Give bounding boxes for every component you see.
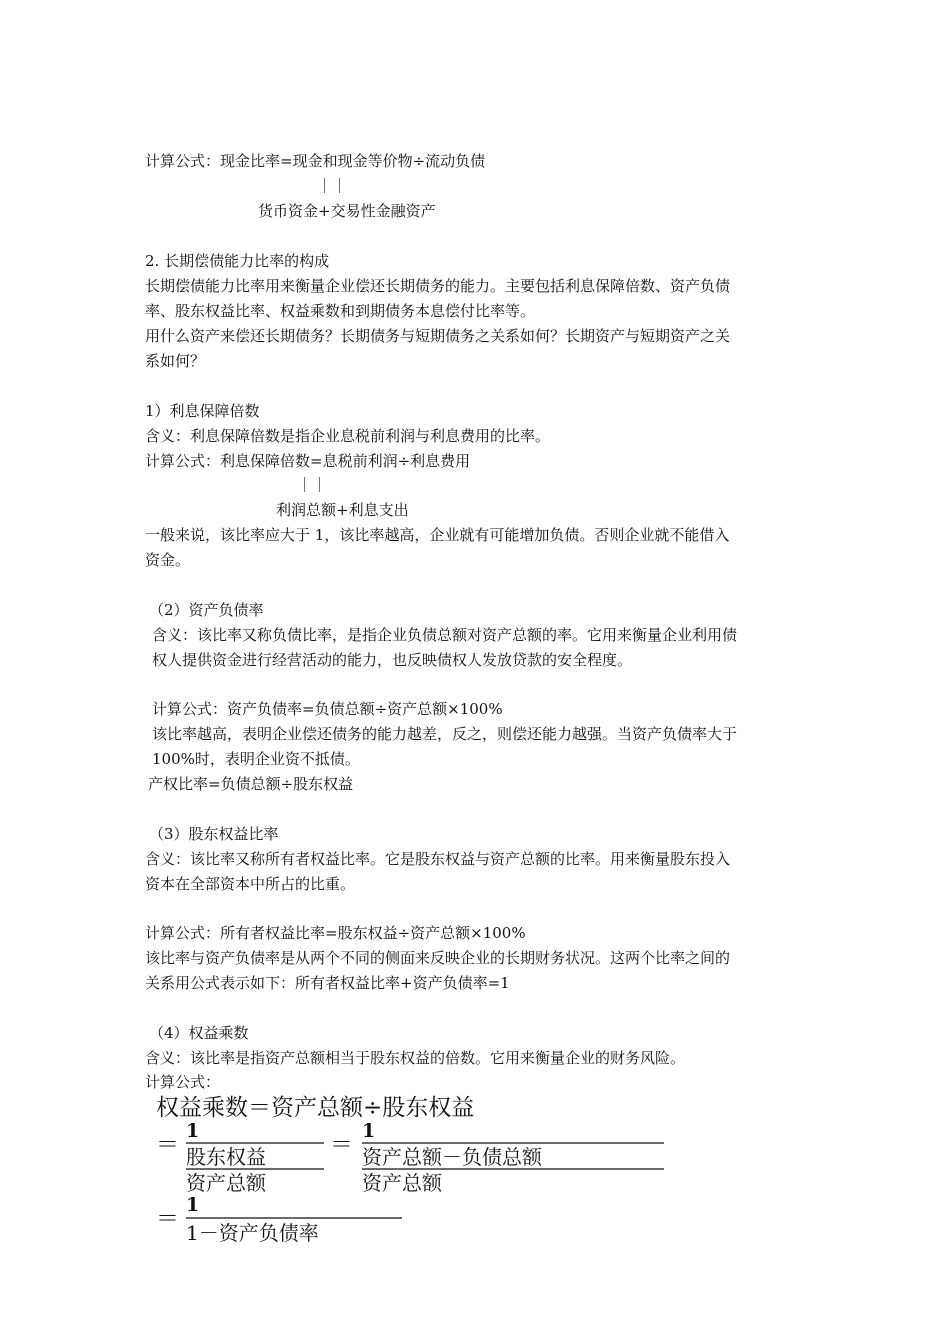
equity-multiplier-formula xyxy=(150,1090,690,1250)
fraction-a-numerator: 1 xyxy=(186,1120,200,1142)
cash-ratio-formula: 计算公式：现金比率=现金和现金等价物÷流动负债 xyxy=(145,152,486,170)
fraction-b-numerator: 1 xyxy=(362,1120,376,1142)
formula-equals-1: ＝ xyxy=(156,1132,179,1158)
fraction-c-denominator: 1－资产负债率 xyxy=(186,1221,319,1245)
cash-ratio-bars: ｜｜ xyxy=(317,177,348,195)
section-2-intro-line-1: 长期偿债能力比率用来衡量企业偿还长期债务的能力。主要包括利息保障倍数、资产负债 xyxy=(145,277,731,295)
formula-equals-2: ＝ xyxy=(330,1132,353,1158)
debt-ratio-comment-line-1: 该比率越高，表明企业偿还债务的能力越差，反之，则偿还能力越强。当资产负债率大于 xyxy=(152,725,738,743)
shareholder-equity-ratio-meaning-line-2: 资本在全部资本中所占的比重。 xyxy=(145,875,356,893)
debt-ratio-meaning-line-1: 含义：该比率又称负债比率，是指企业负债总额对资产总额的率。它用来衡量企业利用债 xyxy=(152,626,738,644)
shareholder-equity-ratio-heading: （3）股东权益比率 xyxy=(149,825,279,843)
interest-coverage-comment-line-2: 资金。 xyxy=(145,551,191,569)
shareholder-equity-ratio-comment-line-1: 该比率与资产负债率是从两个不同的侧面来反映企业的长期财务状况。这两个比率之间的 xyxy=(145,949,731,967)
interest-coverage-comment-line-1: 一般来说，该比率应大于 1，该比率越高，企业就有可能增加负债。否则企业就不能借入 xyxy=(145,526,730,544)
formula-equals-3: ＝ xyxy=(156,1206,179,1232)
fraction-a-inner-denominator: 资产总额 xyxy=(186,1171,266,1195)
equity-ratio-formula: 产权比率=负债总额÷股东权益 xyxy=(148,775,354,793)
fraction-b-inner-denominator: 资产总额 xyxy=(362,1171,442,1195)
section-2-question-line-1: 用什么资产来偿还长期债务？长期债务与短期债务之关系如何？长期资产与短期资产之关 xyxy=(145,327,731,345)
fraction-c-numerator: 1 xyxy=(186,1194,200,1216)
formula-line-1: 权益乘数＝资产总额÷股东权益 xyxy=(156,1095,475,1121)
fraction-a-inner-numerator: 股东权益 xyxy=(186,1145,266,1169)
debt-ratio-heading: （2）资产负债率 xyxy=(149,601,264,619)
section-2-intro-line-2: 率、股东权益比率、权益乘数和到期债务本息偿付比率等。 xyxy=(145,302,536,320)
section-2-question-line-2: 系如何？ xyxy=(145,352,206,370)
section-2-heading: 2. 长期偿债能力比率的构成 xyxy=(145,252,330,270)
interest-coverage-meaning: 含义：利息保障倍数是指企业息税前利润与利息费用的比率。 xyxy=(145,427,551,445)
debt-ratio-comment-line-2: 100%时，表明企业资不抵债。 xyxy=(152,750,360,768)
debt-ratio-formula: 计算公式：资产负债率=负债总额÷资产总额×100% xyxy=(152,700,503,718)
shareholder-equity-ratio-formula: 计算公式：所有者权益比率=股东权益÷资产总额×100% xyxy=(145,924,526,942)
interest-coverage-note: 利润总额+利息支出 xyxy=(276,501,409,519)
equity-multiplier-formula-label: 计算公式： xyxy=(145,1073,221,1091)
shareholder-equity-ratio-meaning-line-1: 含义：该比率又称所有者权益比率。它是股东权益与资产总额的比率。用来衡量股东投入 xyxy=(145,850,731,868)
interest-coverage-heading: 1）利息保障倍数 xyxy=(145,402,260,420)
shareholder-equity-ratio-comment-line-2: 关系用公式表示如下：所有者权益比率+资产负债率=1 xyxy=(145,974,510,992)
interest-coverage-bars: ｜｜ xyxy=(297,476,328,494)
debt-ratio-meaning-line-2: 权人提供资金进行经营活动的能力，也反映债权人发放贷款的安全程度。 xyxy=(152,651,633,669)
fraction-b-inner-numerator: 资产总额－负债总额 xyxy=(362,1145,542,1169)
equity-multiplier-meaning: 含义：该比率是指资产总额相当于股东权益的倍数。它用来衡量企业的财务风险。 xyxy=(145,1049,686,1067)
equity-multiplier-heading: （4）权益乘数 xyxy=(149,1024,249,1042)
cash-ratio-note: 货币资金+交易性金融资产 xyxy=(258,202,436,220)
interest-coverage-formula: 计算公式：利息保障倍数=息税前利润÷利息费用 xyxy=(145,452,471,470)
